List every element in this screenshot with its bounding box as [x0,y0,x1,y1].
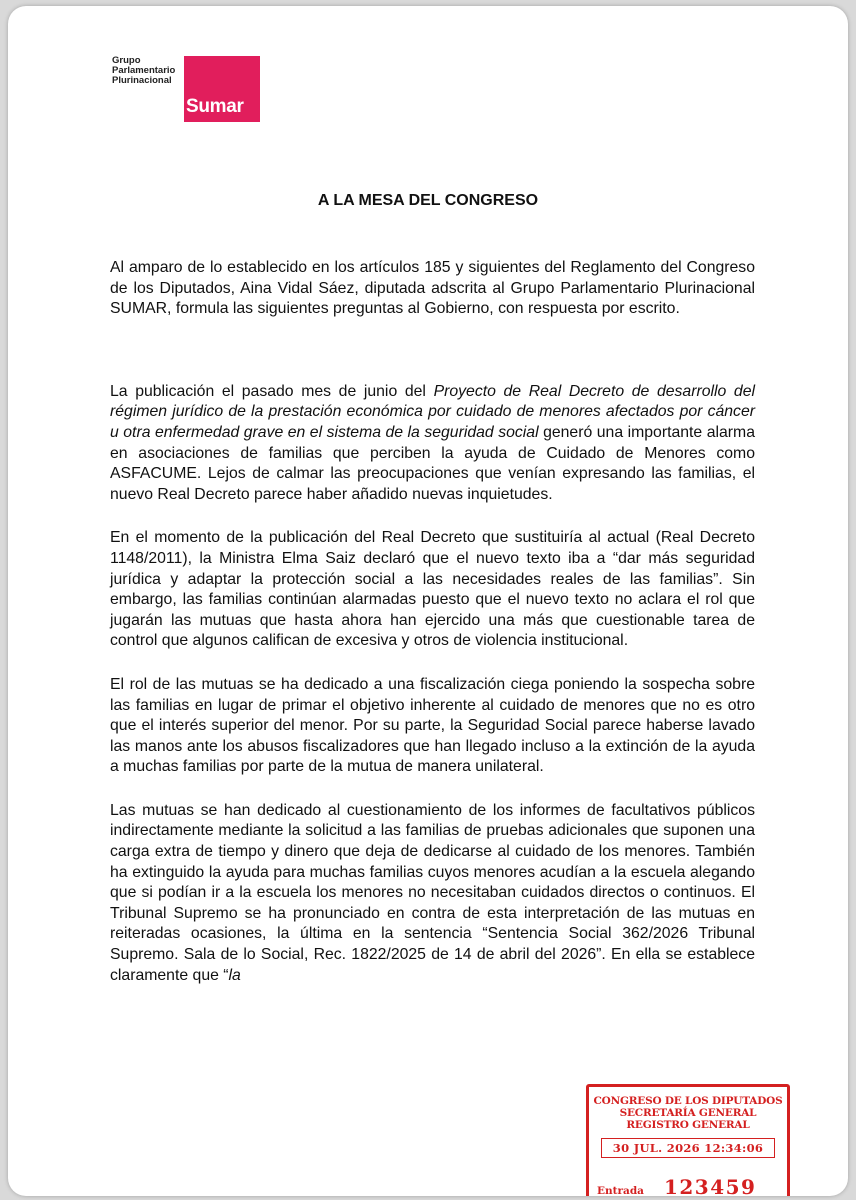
logo-brand-box [184,56,260,122]
paragraph-5-text: Las mutuas se han dedicado al cuestionamiento de los informes de facultativos públicos indirectamente mediante la solicitud a las familias de pruebas adicionales que suponen una carga extra de tiempo y dinero que deja de dedicarse al cuidado de los menores. También ha extinguido la ayuda para muchas familias cuyos menores acudían a la escuela alegando que si podían ir a la escuela los menores no necesitaban cuidados directos o continuos. El Tribunal Supremo se ha pronunciado en contra de esta interpretación de las mutuas en reiteradas ocasiones, la última en la sentencia “Sentencia Social 362/2026 Tribunal Supremo. Sala de lo Social, Rec. 1822/2025 de 14 de abril del 2026”. En ella se establece claramente que “ [110,801,755,984]
paragraph-2-italic: Proyecto de Real Decreto de desarrollo del régimen jurídico de la prestación económica por cuidado de menores afectados por cáncer u otra enfermedad grave en el sistema de la seguridad social [110,382,756,441]
logo-line-1: Grupo [112,55,141,66]
stamp-entry [597,1175,779,1196]
paragraph-2-start: La publicación el pasado mes de junio del [110,382,434,400]
paragraph-3: En el momento de la publicación del Real Decreto que sustituiría al actual (Real Decreto 1148/2011), la Ministra Elma Saiz declaró que el nuevo texto iba a “dar más seguridad jurídica y adaptar la protección social a las necesidades reales de las familias”. Sin embargo, las familias continúan alarmadas puesto que el nuevo texto no aclara el rol que jugarán las mutuas que hasta ahora han ejercido una más que cuestionable tarea de control que algunos califican de excesiva y otros de violencia institucional. [110,529,755,650]
paragraph-2-end: generó una importante alarma en asociaciones de familias que perciben la ayuda de Cuidado de Menores como ASFACUME. Lejos de calmar las preocupaciones que venían expresando las familias, el nuevo Real Decreto parece haber añadido nuevas inquietudes. [110,423,755,503]
paragraph-1: Al amparo de lo establecido en los artículos 185 y siguientes del Reglamento del Congreso de los Diputados, Aina Vidal Sáez, diputada adscrita al Grupo Parlamentario Plurinacional SUMAR, formula las siguientes preguntas al Gobierno, con respuesta por escrito. [110,259,755,318]
stamp-entry-label: Entrada [597,1185,644,1196]
paragraph-5 [110,801,755,986]
document-page [8,6,848,1196]
stamp-datetime: 30 JUL. 2026 12:34:06 [601,1138,775,1158]
logo-brand-name: Sumar [186,96,244,117]
registry-stamp [586,1084,790,1196]
document-title: A LA MESA DEL CONGRESO [317,192,539,209]
stamp-line-3: REGISTRO GENERAL [626,1119,750,1131]
logo-text [112,56,175,86]
stamp-line-2: SECRETARÍA GENERAL [619,1107,757,1119]
sumar-logo [112,56,260,122]
paragraph-2 [110,382,755,506]
paragraph-5-italic: la [228,966,241,984]
stamp-line-1: CONGRESO DE LOS DIPUTADOS [593,1095,783,1107]
logo-line-2: Parlamentario [112,65,176,76]
paragraph-4: El rol de las mutuas se ha dedicado a una fiscalización ciega poniendo la sospecha sobre las familias en lugar de primar el objetivo inherente al cuidado de menores que no es otro que el interés superior del menor. Por su parte, la Seguridad Social parece haberse lavado las manos ante los abusos fiscalizadores que han llegado incluso a la extinción de la ayuda a muchas familias por parte de la mutua de manera unilateral. [110,675,755,776]
document-body [110,258,755,1009]
stamp-entry-number: 123459 [650,1178,761,1196]
logo-line-3: Plurinacional [112,75,172,86]
